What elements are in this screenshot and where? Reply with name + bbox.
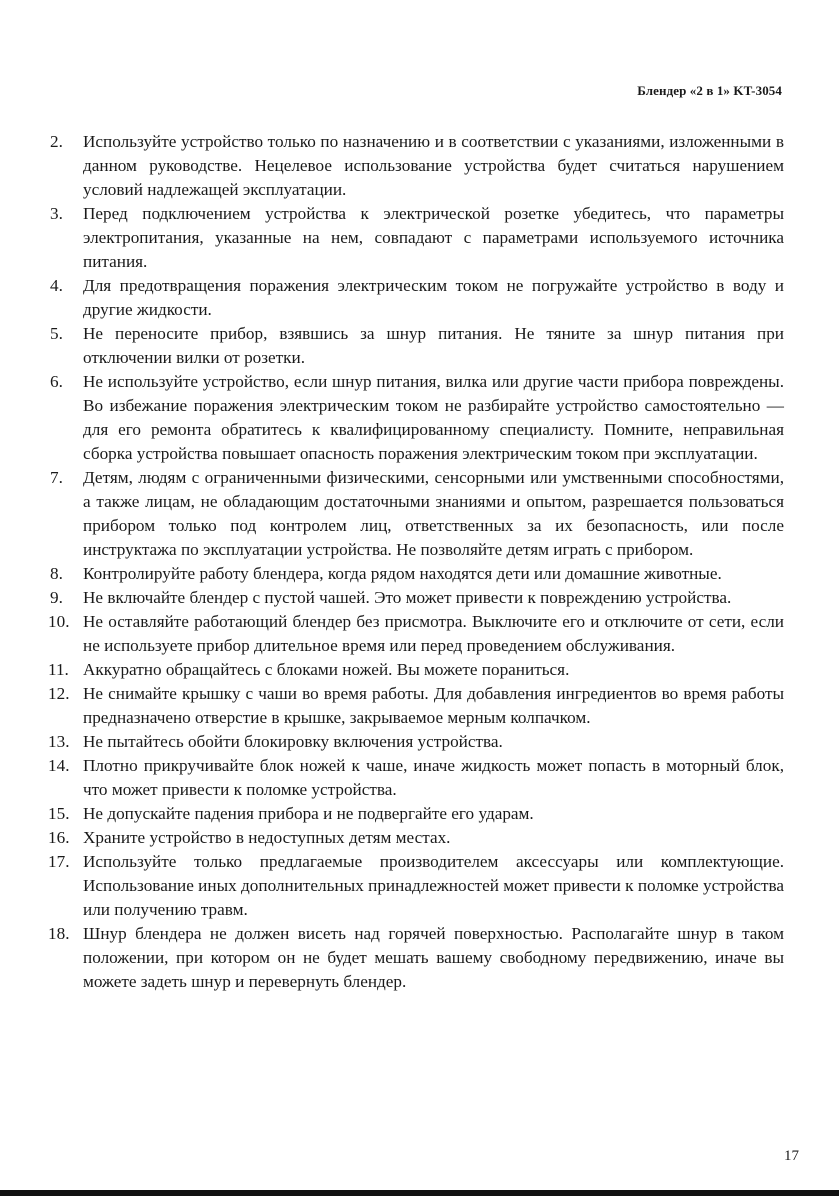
list-item: [50, 754, 784, 802]
item-number: 3.: [50, 204, 63, 223]
list-item: [50, 730, 784, 754]
item-number: 4.: [50, 276, 63, 295]
item-text: Аккуратно обращайтесь с блоками ножей. Вы можете пораниться.: [83, 660, 570, 679]
item-text: Не допускайте падения прибора и не подвергайте его ударам.: [83, 804, 534, 823]
item-number: 17.: [48, 852, 70, 871]
item-number: 15.: [48, 804, 70, 823]
item-number: 13.: [48, 732, 70, 751]
list-item: [50, 562, 784, 586]
item-text: Не включайте блендер с пустой чашей. Это может привести к повреждению устройства.: [83, 588, 732, 607]
item-text: Для предотвращения поражения электрическим током не погружайте устройство в воду и другие жидкости.: [83, 276, 784, 319]
item-text: Храните устройство в недоступных детям местах.: [83, 828, 451, 847]
item-number: 5.: [50, 324, 63, 343]
list-item: [50, 850, 784, 922]
list-item: [50, 322, 784, 370]
item-number: 10.: [48, 612, 70, 631]
item-text: Используйте только предлагаемые производителем аксессуары или комплектующие. Использование иных дополнительных принадлежностей может привести к поломке устройства или получению травм.: [83, 852, 784, 919]
running-header: Блендер «2 в 1» KT-3054: [637, 83, 782, 98]
item-text: Не оставляйте работающий блендер без присмотра. Выключите его и отключите от сети, если не используете прибор длительное время или перед проведением обслуживания.: [83, 612, 784, 655]
item-number: 6.: [50, 372, 63, 391]
list-item: [50, 922, 784, 994]
list-item: [50, 202, 784, 274]
item-number: 11.: [48, 660, 69, 679]
list-item: [50, 802, 784, 826]
item-text: Контролируйте работу блендера, когда рядом находятся дети или домашние животные.: [83, 564, 722, 583]
item-number: 18.: [48, 924, 70, 943]
list-item: [50, 370, 784, 466]
item-text: Используйте устройство только по назначению и в соответствии с указаниями, изложенными в данном руководстве. Нецелевое использование устройства будет считаться нарушением условий надлежащей эксплуатации.: [83, 132, 784, 199]
item-number: 8.: [50, 564, 63, 583]
item-text: Плотно прикручивайте блок ножей к чаше, иначе жидкость может попасть в моторный блок, что может привести к поломке устройства.: [83, 756, 784, 799]
list-item: [50, 826, 784, 850]
page-number: 17: [784, 1148, 799, 1164]
item-number: 16.: [48, 828, 70, 847]
list-item: [50, 274, 784, 322]
item-text: Не переносите прибор, взявшись за шнур питания. Не тяните за шнур питания при отключении вилки от розетки.: [83, 324, 784, 367]
item-number: 9.: [50, 588, 63, 607]
list-item: [50, 682, 784, 730]
safety-instructions-list: [50, 130, 784, 994]
list-item: [50, 658, 784, 682]
item-text: Не снимайте крышку с чаши во время работы. Для добавления ингредиентов во время работы предназначено отверстие в крышке, закрываемое мерным колпачком.: [83, 684, 784, 727]
item-number: 14.: [48, 756, 70, 775]
item-text: Не используйте устройство, если шнур питания, вилка или другие части прибора повреждены. Во избежание поражения электрическим током не разбирайте устройство самостоятельно — для его ремонта обратитесь к квалифицированному специалисту. Помните, неправильная сборка устройства повышает опасность поражения электрическим током при эксплуатации.: [83, 372, 784, 463]
list-item: [50, 586, 784, 610]
list-item: [50, 130, 784, 202]
item-text: Перед подключением устройства к электрической розетке убедитесь, что параметры электропитания, указанные на нем, совпадают с параметрами используемого источника питания.: [83, 204, 784, 271]
list-item: [50, 610, 784, 658]
item-number: 2.: [50, 132, 63, 151]
item-text: Детям, людям с ограниченными физическими, сенсорными или умственными способностями, а также лицам, не обладающим достаточными знаниями и опытом, разрешается пользоваться прибором только под контролем лиц, ответственных за их безопасность, или после инструктажа по эксплуатации устройства. Не позволяйте детям играть с прибором.: [83, 468, 784, 559]
item-text: Не пытайтесь обойти блокировку включения устройства.: [83, 732, 503, 751]
list-item: [50, 466, 784, 562]
item-text: Шнур блендера не должен висеть над горячей поверхностью. Располагайте шнур в таком положении, при котором он не будет мешать вашему свободному передвижению, иначе вы можете задеть шнур и перевернуть блендер.: [83, 924, 784, 991]
item-number: 12.: [48, 684, 70, 703]
item-number: 7.: [50, 468, 63, 487]
bottom-rule: [0, 1190, 839, 1196]
